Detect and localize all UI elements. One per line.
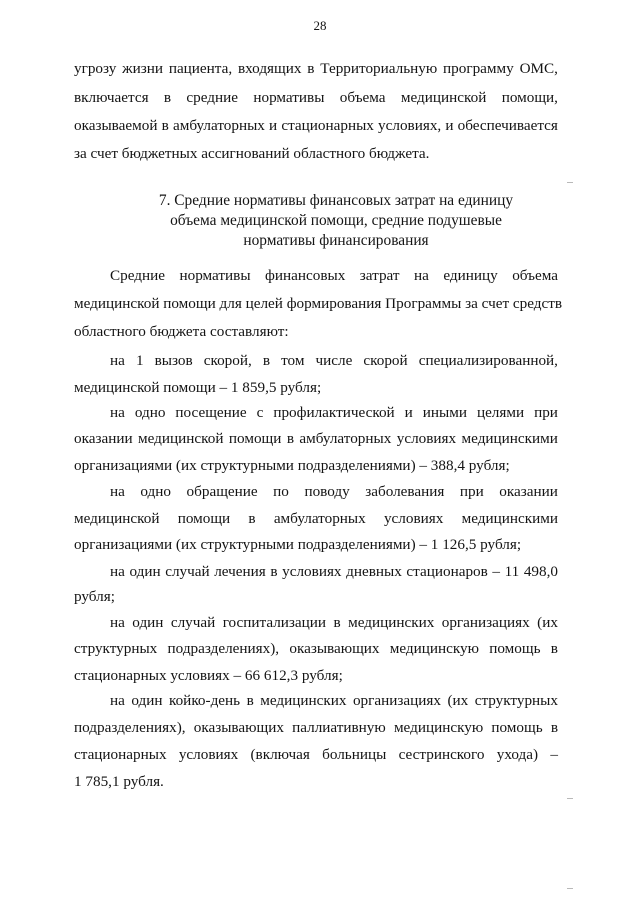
word: обеспечивается [457, 117, 558, 134]
word: условиях [178, 746, 239, 763]
word: в [307, 60, 315, 77]
word: числе [315, 352, 353, 369]
word: – [492, 563, 500, 580]
word: лечения [214, 563, 266, 580]
word: один [132, 614, 164, 631]
word: на [110, 692, 125, 709]
word: дневных [346, 563, 402, 580]
word: условиях [282, 563, 342, 580]
paragraph-line [110, 561, 558, 583]
word: объема [512, 267, 558, 284]
word: с [256, 404, 264, 421]
word: и [404, 404, 413, 421]
word: 498,0 [523, 563, 558, 580]
word: нормативы [253, 89, 325, 106]
word: (их [537, 614, 558, 631]
word: организациях [441, 614, 530, 631]
word: на [110, 563, 125, 580]
word: скорой, [203, 352, 252, 369]
paragraph-line: за счет бюджетных ассигнований областного бюджета. [74, 145, 430, 162]
word: госпитализации [222, 614, 327, 631]
word: Территориальную [320, 60, 438, 77]
word: в [333, 614, 341, 631]
word: включается [74, 89, 149, 106]
word: подразделениях), [167, 640, 280, 657]
word: средние [186, 89, 239, 106]
paragraph-line: организациями (их структурными подразделениями) – 388,4 рубля; [74, 457, 510, 474]
paragraph-line: областного бюджета составляют: [74, 323, 289, 340]
word: объема [339, 89, 386, 106]
word: оказываемой [74, 117, 158, 134]
word: сестринского [398, 746, 485, 763]
word: в [286, 430, 294, 447]
word: больницы [322, 746, 387, 763]
word: паллиативную [292, 719, 386, 736]
word: оказывающих [193, 719, 284, 736]
word: случай [170, 614, 216, 631]
word: условиях [383, 510, 444, 527]
word: медицинскую [389, 640, 479, 657]
word: на [110, 483, 125, 500]
word: в [550, 640, 558, 657]
word: при [459, 483, 484, 500]
paragraph-line [110, 265, 558, 287]
paragraph-line [74, 87, 558, 109]
word: профилактической [273, 404, 395, 421]
heading-line: нормативы финансирования [243, 232, 429, 249]
word: в [262, 352, 271, 369]
word: медицинскими [461, 510, 558, 527]
word: и [269, 117, 278, 134]
word: программу [443, 60, 514, 77]
word: ухода) [496, 746, 539, 763]
word: помощи [177, 510, 231, 527]
paragraph-line [74, 58, 558, 80]
word: на [110, 404, 125, 421]
word: медицинских [348, 614, 435, 631]
word: оказывающих [289, 640, 380, 657]
word: амбулаторных [299, 430, 392, 447]
word: (их [447, 692, 469, 709]
word: медицинской [400, 89, 487, 106]
word: стационарных [281, 117, 374, 134]
word: 11 [504, 563, 520, 580]
word: единицу [443, 267, 498, 284]
paragraph-line [74, 744, 558, 766]
paragraph-line [110, 612, 558, 634]
word: одно [140, 483, 172, 500]
word: затрат [359, 267, 400, 284]
word: в [161, 117, 169, 134]
paragraph-line [74, 508, 558, 530]
word: на [110, 614, 125, 631]
paragraph-line: рубля; [74, 588, 115, 605]
word: помощи, [501, 89, 558, 106]
word: пациента, [168, 60, 233, 77]
word: одно [134, 404, 166, 421]
word: в [163, 89, 172, 106]
word: медицинскими [461, 430, 558, 447]
word: и [445, 117, 454, 134]
word: входящих [237, 60, 302, 77]
margin-mark [567, 888, 573, 889]
word: один [131, 692, 163, 709]
word: – [550, 746, 558, 763]
heading-line: 7. Средние нормативы финансовых затрат на единицу [158, 192, 514, 209]
word: угрозу [74, 60, 117, 77]
word: медицинскую [393, 719, 484, 736]
word: скорой [363, 352, 408, 369]
word: при [534, 404, 558, 421]
word: том [281, 352, 305, 369]
word: жизни [122, 60, 163, 77]
word: посещение [175, 404, 247, 421]
paragraph-line [110, 402, 558, 424]
word: ОМС, [519, 60, 558, 77]
word: иными [422, 404, 467, 421]
word: условиях [396, 430, 457, 447]
word: структурных [74, 640, 158, 657]
word: на [414, 267, 429, 284]
paragraph-line [110, 690, 558, 712]
word: амбулаторных [273, 510, 366, 527]
word: поводу [304, 483, 350, 500]
word: подразделениях), [74, 719, 186, 736]
paragraph-line: 1 785,1 рубля. [74, 773, 164, 790]
paragraph-line: медицинской помощи для целей формирования Программы за счет средств [74, 295, 563, 312]
word: помощь [489, 640, 541, 657]
word: (включая [250, 746, 310, 763]
word: стационарных [74, 746, 167, 763]
word: на [110, 352, 125, 369]
word: случай [165, 563, 210, 580]
word: условиях, [378, 117, 442, 134]
word: финансовых [265, 267, 346, 284]
word: Средние [110, 267, 165, 284]
word: помощи [228, 430, 282, 447]
paragraph-line [110, 350, 558, 372]
page-number: 28 [313, 18, 327, 33]
word: заболевания [365, 483, 445, 500]
heading-line: объема медицинской помощи, средние подушевые [170, 212, 502, 229]
margin-mark [567, 182, 573, 183]
word: помощь [491, 719, 543, 736]
paragraph-line [74, 638, 558, 660]
word: 1 [135, 352, 144, 369]
word: медицинских [260, 692, 347, 709]
word: целями [476, 404, 525, 421]
word: медицинской [74, 510, 160, 527]
paragraph-line [110, 481, 558, 503]
paragraph-line: медицинской помощи – 1 859,5 рубля; [74, 379, 322, 396]
word: амбулаторных [172, 117, 265, 134]
word: обращение [186, 483, 258, 500]
word: стационаров [406, 563, 488, 580]
word: оказании [499, 483, 558, 500]
word: койко-день [168, 692, 241, 709]
word: структурных [474, 692, 558, 709]
word: в [248, 510, 256, 527]
paragraph-line [74, 115, 558, 137]
word: в [246, 692, 254, 709]
word: вызов [154, 352, 193, 369]
word: в [550, 719, 558, 736]
paragraph-line: организациями (их структурными подразделениями) – 1 126,5 рубля; [74, 536, 522, 553]
word: в [270, 563, 278, 580]
paragraph-line [74, 717, 558, 739]
word: специализированной, [418, 352, 558, 369]
word: оказании [74, 430, 133, 447]
paragraph-line [74, 428, 558, 450]
word: один [129, 563, 161, 580]
word: по [273, 483, 289, 500]
word: нормативы [179, 267, 251, 284]
word: организациях [352, 692, 441, 709]
margin-mark [567, 798, 573, 799]
word: медицинской [138, 430, 224, 447]
paragraph-line: стационарных условиях – 66 612,3 рубля; [74, 667, 343, 684]
